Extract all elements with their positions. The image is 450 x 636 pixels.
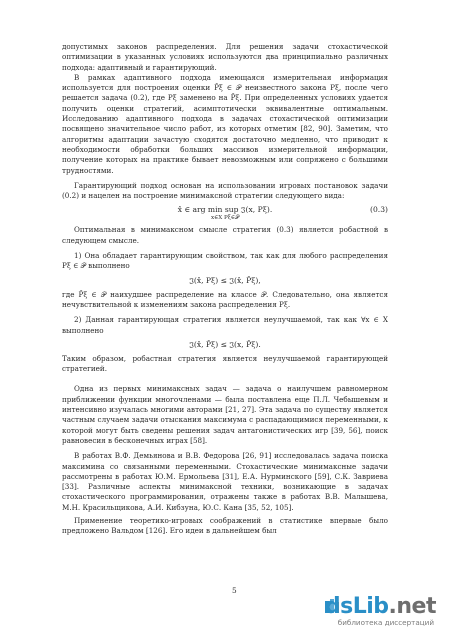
formula-unimprovable: [62, 340, 388, 350]
watermark-logo-main: dsLib: [324, 594, 389, 619]
formula-guarantee: [62, 276, 388, 286]
formula-0-3: [62, 205, 388, 221]
formula-unimprovable-text: 𝔍(x̂, P̂ξ) ≤ 𝔍(x, P̂ξ).: [189, 339, 261, 349]
paragraph-11: Применение теоретико-игровых соображений в статистике впервые было предложено Вальдом [126]. Его идеи в дальнейшем был: [62, 515, 388, 536]
paragraph-9: Одна из первых минимаксных задач — задача о наилучшем равномерном приближении функции многочленами — была поставлена еще П.Л. Чебышевым и интенсивно изучалась многими авторами [21, 27]. Эта задача по существу является частным случаем задачи отыскания максимума с распадающимися переменными, к которой могут быть сведены решения задач антагонистических игр [39, 56], поиск равновесия в бесконечных играх [58].: [62, 384, 388, 445]
watermark-logo: [325, 594, 436, 619]
text-column: [62, 42, 388, 537]
formula-0-3-sub: x∈X Pξ∈𝒫: [210, 215, 240, 222]
paragraph-4: Оптимальная в минимаксном смысле стратегия (0.3) является робастной в следующем смысле.: [62, 225, 388, 245]
watermark-logo-suffix: .net: [388, 594, 436, 619]
paragraph-10: В работах В.Ф. Демьянова и В.В. Федорова [26, 91] исследовалась задача поиска максимина со связанными переменными. Стохастические минимаксные задачи рассмотрены в работах Ю.М. Ермольева [31], Е.А. Нурминского [59], С.К. Завриева [33]. Различные аспекты минимаксной техники, возникающие в задачах стохастического программирования, отражены также в работах В.В. Малышева, М.Н. Красильщикова, А.И. Кибзуна, Ю.С. Кана [35, 52, 105].: [62, 451, 388, 512]
watermark-tagline: библиотека диссертаций: [337, 618, 434, 627]
paragraph-7: 2) Данная гарантирующая стратегия является неулучшаемой, так как ∀x ∈ X выполнено: [62, 315, 388, 335]
page-number: 5: [232, 586, 237, 595]
paragraph-3: Гарантирующий подход основан на использовании игровых постановок задачи (0.2) и нацелен на построение минимаксной стратегии следующего вида:: [62, 180, 388, 201]
paragraph-1: допустимых законов распределения. Для решения задачи стохастической оптимизации в указанных условиях используются два принципиально различных подхода: адаптивный и гарантирующий.: [62, 42, 388, 72]
watermark: [322, 592, 442, 630]
paragraph-2: В рамках адаптивного подхода имеющаяся измерительная информация используется для построения оценки P̂ξ ∈ 𝒫 неизвестного закона Pξ, после чего решается задача (0.2), где Pξ заменено на P̂ξ. При определенных условиях удается получить оценки стратегий, асимптотически эквивалентные оптимальным. Исследованию адаптивного подхода в задачах стохастической оптимизации посвящено значительное число работ, из которых отметим [82, 90]. Заметим, что алгоритмы адаптации зачастую сходятся достаточно медленно, что приводит к необходимости обработки больших массивов измерительной информации, получение которых на практике бывает невозможным или сопряжено с большими трудностями.: [62, 72, 388, 175]
formula-0-3-main: x̂ ∈ arg min sup 𝔍(x, Pξ).: [177, 205, 273, 215]
paragraph-8: Таким образом, робастная стратегия является неулучшаемой гарантирующей стратегией.: [62, 353, 388, 374]
paragraph-5: 1) Она обладает гарантирующим свойством, так как для любого распределения Pξ ∈ 𝒫 выполнено: [62, 251, 388, 271]
equation-number: (0.3): [369, 205, 388, 215]
formula-guarantee-text: 𝔍(x̂, Pξ) ≤ 𝔍(x̂, P̂ξ),: [189, 275, 261, 285]
paragraph-6: где P̂ξ ∈ 𝒫 наихудшее распределение на классе 𝒫. Следовательно, она является нечувствительной к изменениям закона распределения Pξ.: [62, 289, 388, 309]
